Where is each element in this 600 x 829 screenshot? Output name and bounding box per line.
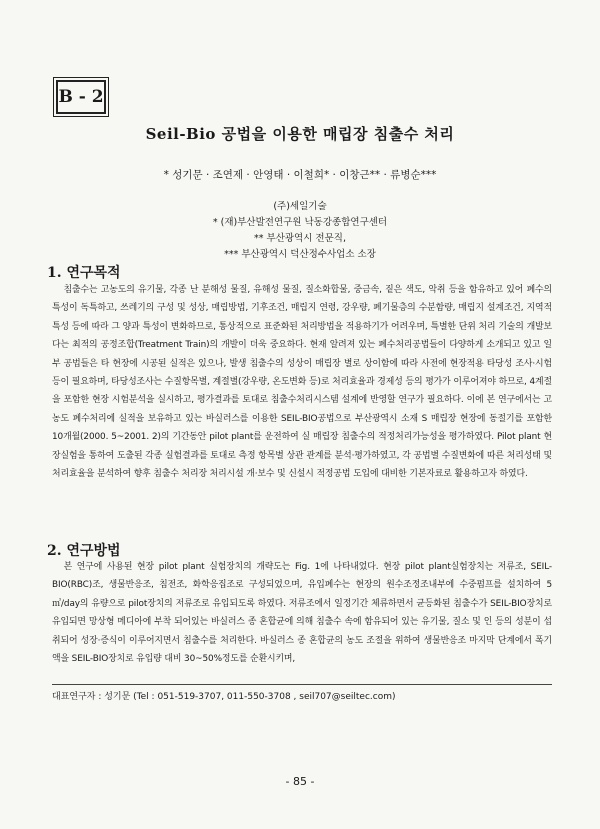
contact-footnote: 대표연구자 : 성기문 (Tel : 051-519-3707, 011-550-3708 , seil707@seiltec.com) [52, 692, 396, 702]
affiliation-4: *** 부산광역시 덕산정수사업소 소장 [224, 249, 376, 260]
section-body-1: 침출수는 고농도의 유기물, 각종 난 분해성 물질, 유해성 물질, 질소화합물, 중금속, 짙은 색도, 악취 등을 함유하고 있어 폐수의 특성이 독특하고, 쓰레기의 구성 및 성상, 매립방법, 기후조건, 매립지 연령, 강우량, 폐기물층의 수분함량, 매립지 설계조건, 지역적 특성 등에 따라 그 양과 특성이 변화하므로, 통상적으로 표준화된 처리방법을 적용하기가 어려우며, 특별한 단위 처리 기술의 개발보다는 최적의 공정조합(Treatment Train)의 개발이 더욱 중요하다. 현재 알려져 있는 폐수처리공법들이 다양하게 소개되고 있고 일부 공법들은 타 현장에 시공된 실적은 있으나, 발생 침출수의 성상이 매립장 별로 상이함에 따라 사전에 현장적용 타당성 조사·시험 등이 필요하며, 타당성조사는 수질항목별, 계절별(강우량, 온도변화 등)로 처리효율과 경제성 등의 평가가 이루어져야 하므로, 4계절을 포함한 현장 시험분석을 실시하고, 평가결과를 토대로 침출수처리시스템 설계에 반영할 연구가 필요하다. 이에 본 연구에서는 고농도 폐수처리에 실적을 보유하고 있는 바실러스를 이용한 SEIL-BIO공법으로 부산광역시 소재 S 매립장 현장에 동절기를 포함한 10개월(2000. 5~2001. 2)의 기간동안 pilot plant를 운전하여 실 매립장 침출수의 적정처리가능성을 평가하였다. Pilot plant 현장실험을 통하여 도출된 각종 실험결과를 토대로 측정 항목별 상관 관계를 분석·평가하였고, 각 공법별 수질변화에 따른 처리성태 및 처리효율을 분석하여 향후 침출수 처리장 처리시설 개·보수 및 신설시 적정공법 도입에 대비한 기본자료로 활용하고자 하였다. [52, 285, 552, 480]
affiliation-1: (주)세일기술 [273, 201, 327, 212]
section-body-2: 본 연구에 사용된 현장 pilot plant 실험장치의 개략도는 Fig. 1에 나타내었다. 현장 pilot plant실험장치는 저류조, SEIL-BIO(RBC)조, 생물반응조, 침전조, 화학응집조로 구성되었으며, 유입폐수는 현장의 원수조정조내부에 수중펌프를 설치하여 5㎥/day의 유량으로 pilot장치의 저류조로 유입되도록 하였다. 저류조에서 일정기간 체류하면서 균등화된 침출수가 SEIL-BIO장치로 유입되면 망상형 메디아에 부착 되어있는 바실러스 종 혼합균에 의해 침출수 속에 함유되어 있는 유기물, 질소 및 인 등의 성분이 섭취되어 성장·증식이 이루어지면서 침출수를 처리한다. 바실러스 종 혼합균의 농도 조절을 위하여 생물반응조 마지막 단계에서 폭기액을 SEIL-BIO장치로 유입량 대비 30~50%정도를 순환시키며, [52, 562, 552, 665]
paper-title: Seil-Bio 공법을 이용한 매립장 침출수 처리 [145, 125, 455, 143]
author-list: * 성기문 · 조연제 · 안영태 · 이철희* · 이창근** · 류병순*** [163, 169, 437, 181]
affiliation-2: * (재)부산발전연구원 낙동강종합연구센터 [212, 217, 388, 228]
page-number: - 85 - [285, 775, 315, 788]
footnote-divider [52, 684, 552, 685]
section-badge: B - 2 [56, 80, 106, 114]
section-heading-1: 1. 연구목적 [47, 265, 121, 281]
section-heading-2: 2. 연구방법 [47, 543, 121, 559]
affiliation-3: ** 부산광역시 전문직, [254, 233, 346, 244]
